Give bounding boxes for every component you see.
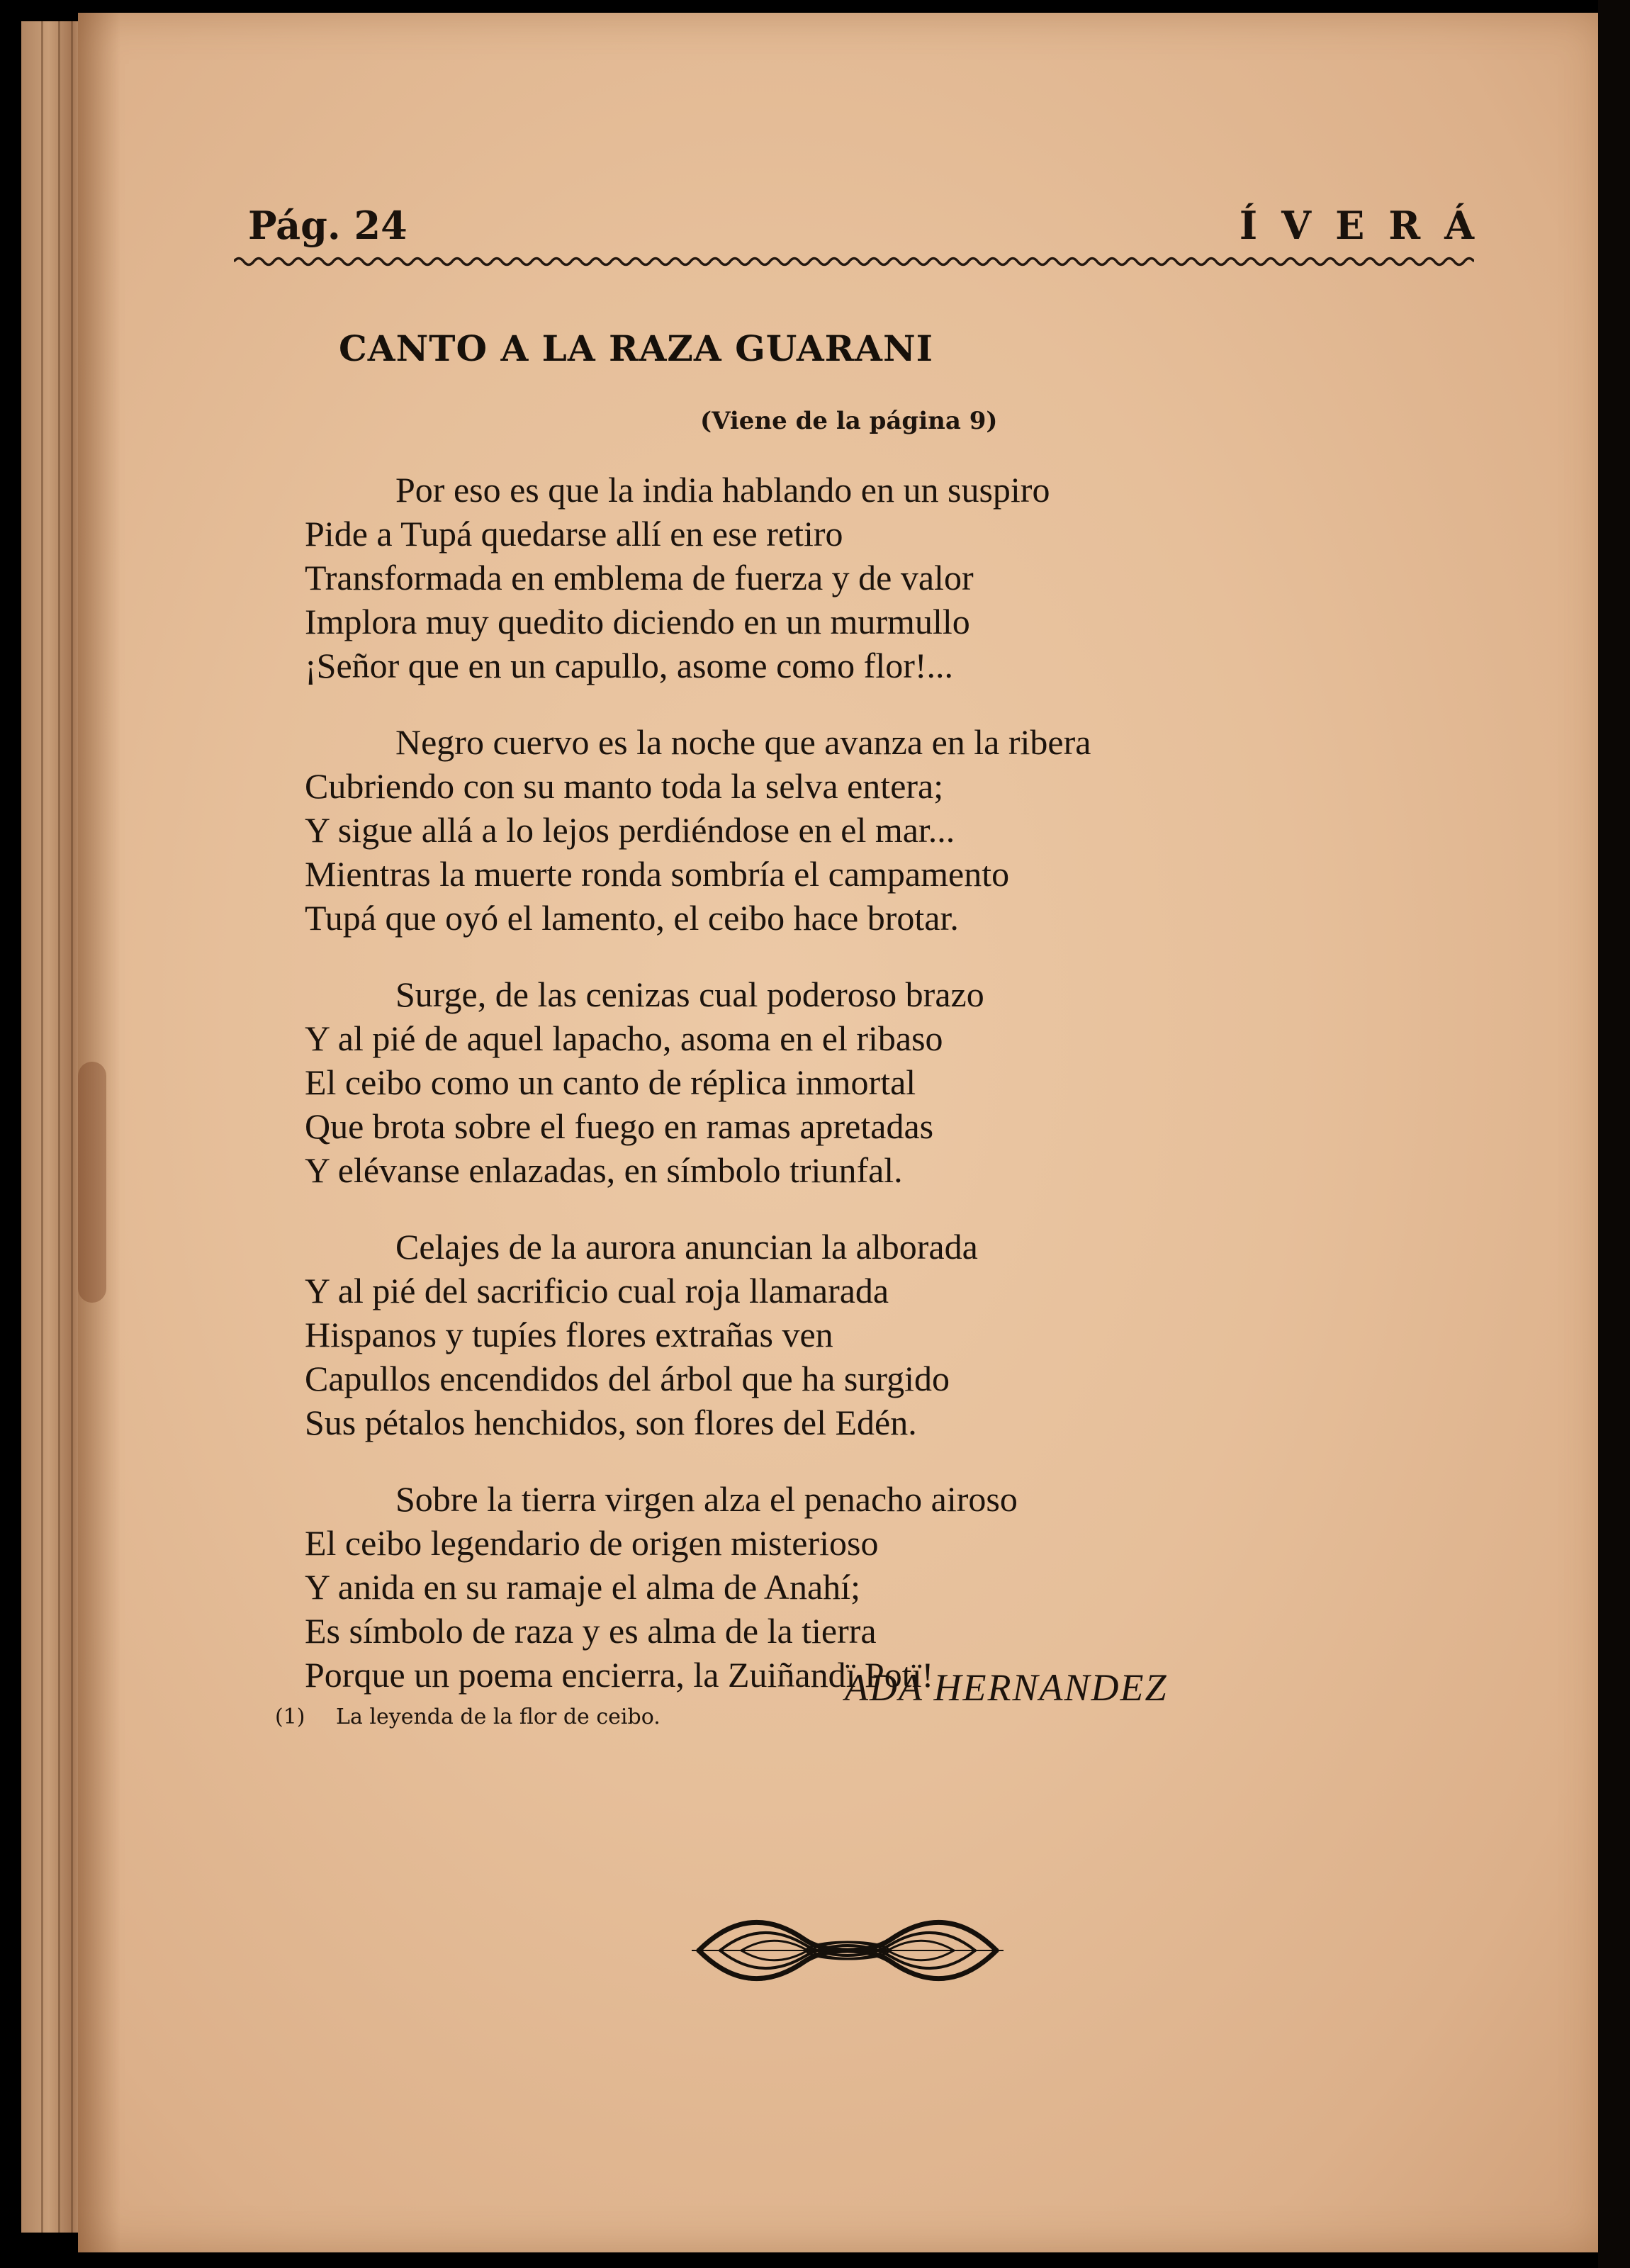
poem-line: El ceibo legendario de origen misterioso bbox=[305, 1523, 879, 1563]
footnote bbox=[275, 1705, 661, 1729]
footnote-text: La leyenda de la flor de ceibo. bbox=[336, 1705, 661, 1729]
poem-line: Implora muy quedito diciendo en un murmullo bbox=[305, 602, 970, 641]
poem-line: Mientras la muerte ronda sombría el campamento bbox=[305, 854, 1010, 894]
poem-line: Por eso es que la india hablando en un suspiro bbox=[395, 470, 1050, 510]
poem-line: Celajes de la aurora anuncian la alborada bbox=[395, 1227, 978, 1267]
poem-line: Sus pétalos henchidos, son flores del Edén. bbox=[305, 1403, 917, 1442]
poem-line: Negro cuervo es la noche que avanza en la ribera bbox=[395, 722, 1091, 762]
poem-line: Y anida en su ramaje el alma de Anahí; bbox=[305, 1567, 860, 1607]
wavy-rule bbox=[234, 252, 1474, 271]
poem-line: Hispanos y tupíes flores extrañas ven bbox=[305, 1315, 833, 1354]
stanza bbox=[305, 468, 1297, 687]
poem-line: Es símbolo de raza y es alma de la tierra bbox=[305, 1611, 877, 1651]
footnote-marker: (1) bbox=[275, 1705, 305, 1729]
running-header bbox=[248, 203, 1498, 252]
poem-line: Capullos encendidos del árbol que ha surgido bbox=[305, 1359, 950, 1398]
poem-line: El ceibo como un canto de réplica inmortal bbox=[305, 1062, 916, 1102]
scan-border bbox=[1598, 0, 1630, 2268]
poem-line: Y elévanse enlazadas, en símbolo triunfal. bbox=[305, 1150, 903, 1190]
article-title: CANTO A LA RAZA GUARANI bbox=[339, 327, 934, 369]
stanza bbox=[305, 1477, 1297, 1697]
page-edge-line bbox=[41, 21, 43, 2233]
stanza bbox=[305, 720, 1297, 940]
poem-line: Y al pié de aquel lapacho, asoma en el ribaso bbox=[305, 1018, 943, 1058]
poem-line: Cubriendo con su manto toda la selva entera; bbox=[305, 766, 944, 806]
poem-line: Sobre la tierra virgen alza el penacho airoso bbox=[395, 1479, 1018, 1519]
poem-line: Surge, de las cenizas cual poderoso brazo bbox=[395, 975, 984, 1014]
author-signature: ADA HERNANDEZ bbox=[845, 1666, 1168, 1709]
poem-line: Porque un poema encierra, la Zuiñandï Potï! bbox=[305, 1655, 934, 1695]
page-edge-line bbox=[71, 21, 73, 2233]
paper-stain bbox=[78, 1062, 106, 1303]
page-number: Pág. 24 bbox=[248, 203, 408, 248]
poem-line: ¡Señor que en un capullo, asome como flor!... bbox=[305, 646, 954, 685]
magazine-title: ÍVERÁ bbox=[1239, 203, 1498, 248]
poem-line: Que brota sobre el fuego en ramas apretadas bbox=[305, 1106, 934, 1146]
poem-line: Pide a Tupá quedarse allí en ese retiro bbox=[305, 514, 843, 554]
poem-line: Transformada en emblema de fuerza y de valor bbox=[305, 558, 974, 597]
page-edge-line bbox=[58, 21, 60, 2233]
poem bbox=[305, 468, 1297, 1729]
poem-line: Tupá que oyó el lamento, el ceibo hace brotar. bbox=[305, 898, 959, 938]
continuation-note: (Viene de la página 9) bbox=[700, 407, 998, 435]
poem-line: Y al pié del sacrificio cual roja llamarada bbox=[305, 1271, 889, 1310]
stanza bbox=[305, 972, 1297, 1192]
stanza bbox=[305, 1225, 1297, 1444]
poem-line: Y sigue allá a lo lejos perdiéndose en el mar... bbox=[305, 810, 955, 850]
decorative-ornament-icon bbox=[692, 1901, 1004, 2000]
